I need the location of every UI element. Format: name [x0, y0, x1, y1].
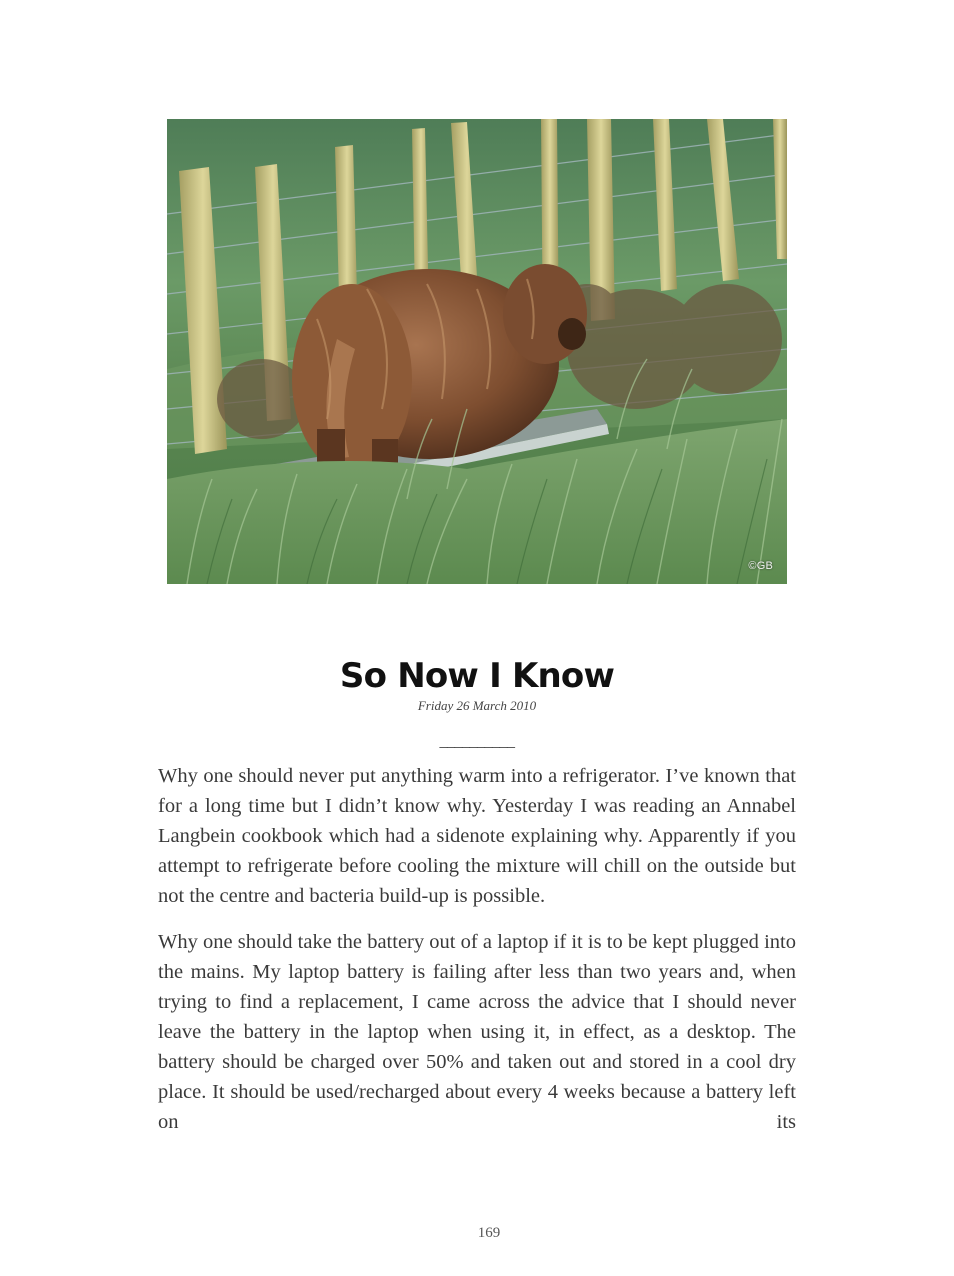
- title-separator: __________: [439, 733, 515, 750]
- photo-highland-cow: [167, 119, 787, 584]
- photo-credit: ©GB: [748, 560, 773, 572]
- page-title: So Now I Know: [339, 656, 615, 696]
- paragraph-laptop-battery: Why one should take the battery out of a laptop if it is to be kept plugged into the mains. My laptop battery is failing after less than two years and, when trying to find a replacement, I came across the advice that I should never leave the battery in the laptop when using it, in effect, as a desktop. The battery should be charged over 50% and taken out and stored in a cool dry place. It should be used/recharged about every 4 weeks because a battery left on its: [158, 931, 796, 1133]
- article-body: [158, 761, 796, 1153]
- photo-illustration: [167, 119, 787, 584]
- page-number: 169: [477, 1225, 501, 1241]
- post-date: Friday 26 March 2010: [417, 698, 537, 713]
- paragraph-refrigerator: Why one should never put anything warm into a refrigerator. I’ve known that for a long time but I didn’t know why. Yesterday I was reading an Annabel Langbein cookbook which had a sidenote explaining why. Apparently if you attempt to refrigerate before cooling the mixture will chill on the outside but not the centre and bacteria build-up is possible.: [158, 765, 796, 907]
